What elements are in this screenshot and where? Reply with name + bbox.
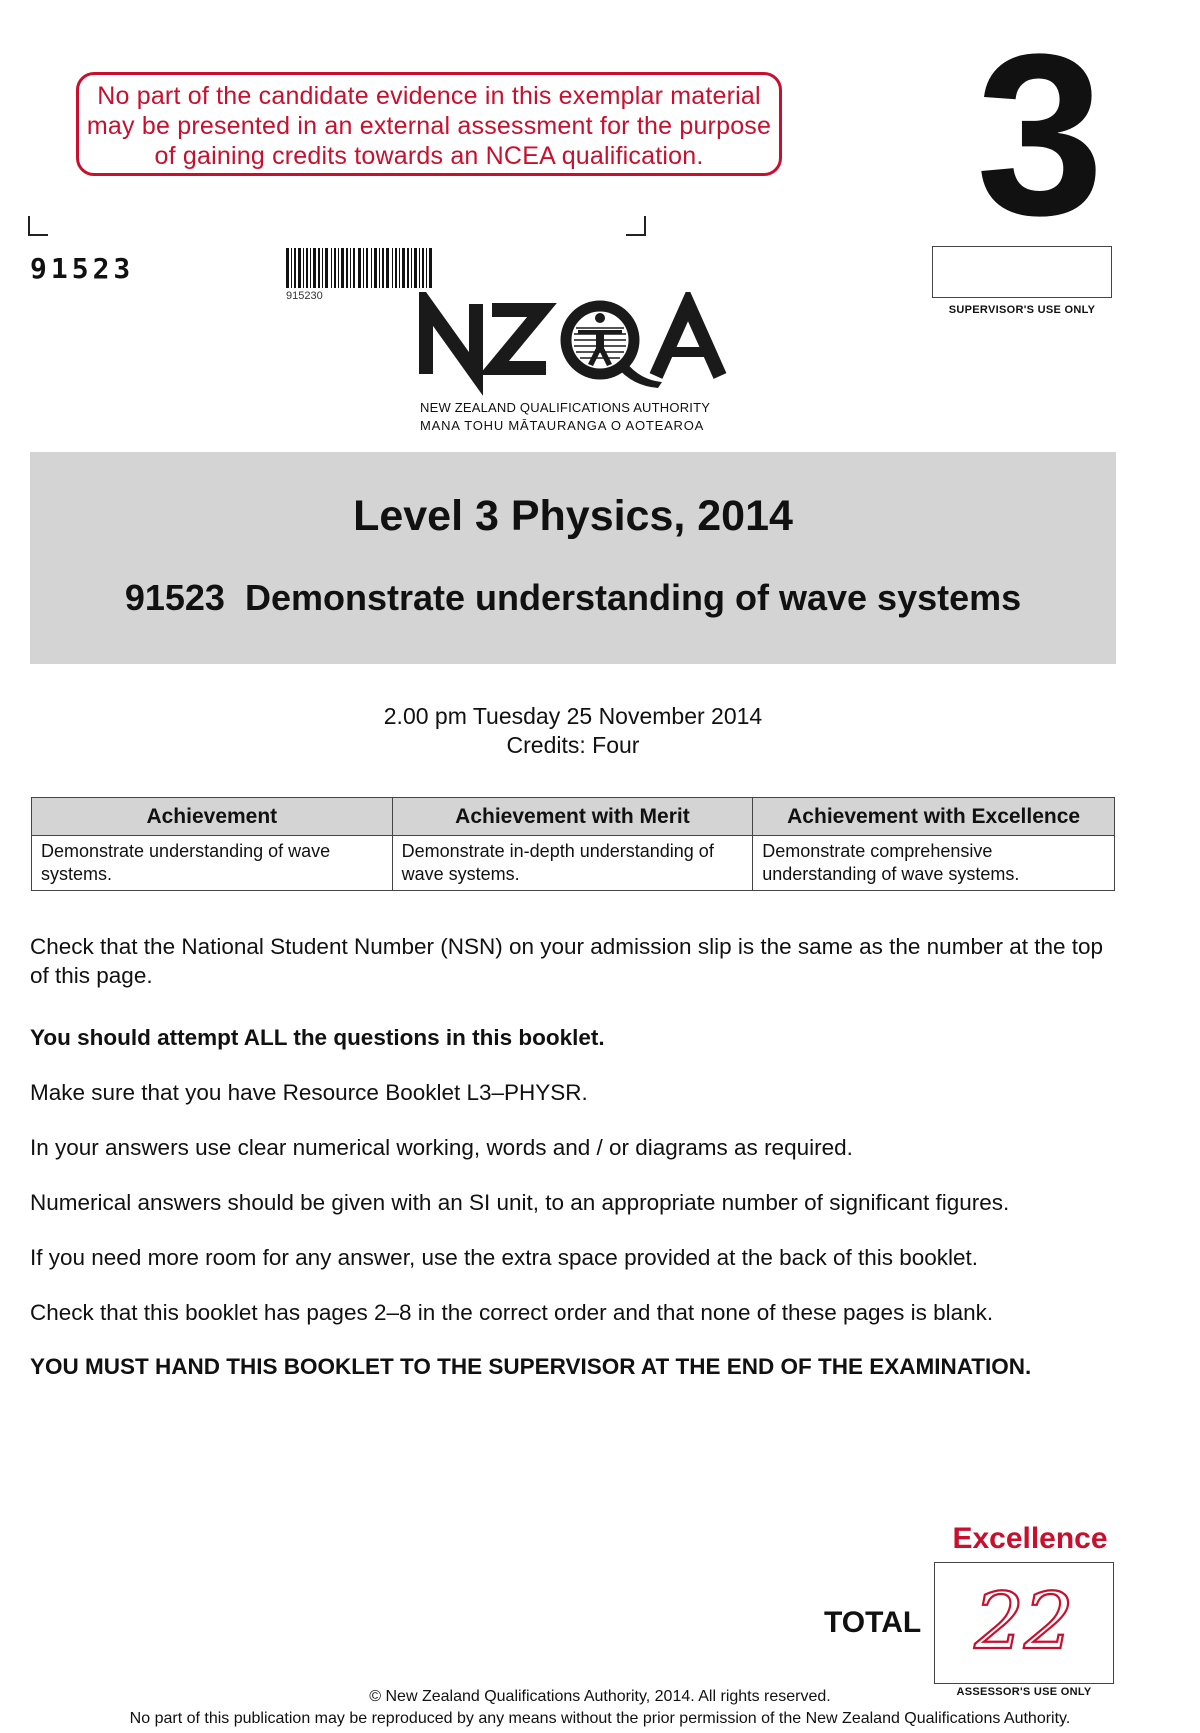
table-header-row — [32, 798, 1115, 836]
supervisor-label: SUPERVISOR'S USE ONLY — [948, 304, 1096, 316]
notice-line-1: No part of the candidate evidence in this exemplar material — [97, 82, 761, 110]
barcode-icon — [286, 248, 434, 288]
title-band — [30, 452, 1116, 664]
exam-details — [30, 702, 1116, 760]
nzqa-logo-icon — [418, 292, 728, 397]
org-subtitle-english: NEW ZEALAND QUALIFICATIONS AUTHORITY — [420, 400, 711, 415]
instruction: Check that this booklet has pages 2–8 in the correct order and that none of these pages is blank. — [30, 1300, 994, 1325]
org-subtitle-maori: MANA TOHU MĀTAURANGA O AOTEAROA — [420, 418, 705, 433]
instruction: Numerical answers should be given with an SI unit, to an appropriate number of significant figures. — [30, 1190, 1010, 1215]
table-cell: Demonstrate comprehensive understanding of wave systems. — [753, 836, 1115, 891]
exemplar-notice — [76, 72, 782, 176]
notice-line-3: of gaining credits towards an NCEA qualification. — [154, 142, 704, 170]
instruction: Make sure that you have Resource Booklet L3–PHYSR. — [30, 1080, 588, 1105]
table-header: Achievement with Excellence — [753, 798, 1115, 836]
table-cell: Demonstrate in-depth understanding of wave systems. — [392, 836, 753, 891]
instruction: If you need more room for any answer, use the extra space provided at the back of this booklet. — [30, 1245, 979, 1270]
instruction: In your answers use clear numerical working, words and / or diagrams as required. — [30, 1135, 853, 1160]
corner-mark-left — [28, 216, 48, 236]
page-title: Level 3 Physics, 2014 — [353, 492, 793, 540]
total-score-text: 22 — [974, 1577, 1074, 1667]
supervisor-box — [932, 246, 1112, 298]
level-number: 3 — [976, 6, 1104, 263]
copyright-line: © New Zealand Qualifications Authority, 2014. All rights reserved. — [369, 1688, 831, 1705]
instruction: Check that the National Student Number (NSN) on your admission slip is the same as the number at the top of this page. — [30, 934, 1104, 988]
exam-credits: Credits: Four — [506, 732, 640, 758]
table-cell: Demonstrate understanding of wave systems. — [32, 836, 393, 891]
reproduction-notice: No part of this publication may be reproduced by any means without the prior permission of the New Zealand Qualifications Authority. — [129, 1710, 1071, 1727]
instruction: YOU MUST HAND THIS BOOKLET TO THE SUPERVISOR AT THE END OF THE EXAMINATION. — [30, 1354, 1032, 1379]
corner-mark-right — [626, 216, 646, 236]
table-header: Achievement — [32, 798, 393, 836]
standard-number: 91523 — [30, 252, 135, 285]
total-label: TOTAL — [824, 1606, 922, 1639]
grade-label: Excellence — [952, 1522, 1108, 1555]
table-header: Achievement with Merit — [392, 798, 753, 836]
instruction: You should attempt ALL the questions in this booklet. — [30, 1025, 605, 1050]
barcode-number: 915230 — [286, 290, 323, 302]
table-row — [32, 836, 1115, 891]
notice-line-2: may be presented in an external assessment for the purpose — [86, 112, 772, 140]
standard-title: 91523 Demonstrate understanding of wave systems — [124, 577, 1022, 618]
assessor-label: ASSESSOR'S USE ONLY — [956, 1686, 1092, 1698]
nzqa-logo — [418, 292, 728, 397]
total-score — [934, 1562, 1114, 1684]
achievement-table — [31, 797, 1115, 891]
exam-datetime: 2.00 pm Tuesday 25 November 2014 — [383, 703, 763, 729]
